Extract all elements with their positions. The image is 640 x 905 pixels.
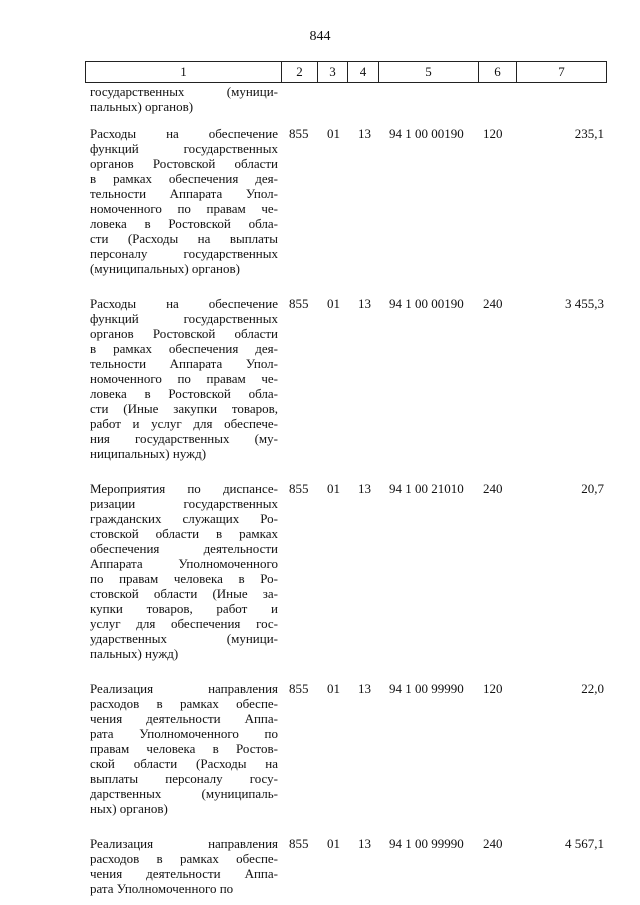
amount-value: 20,7 <box>581 481 604 496</box>
column-header-2: 2 <box>282 62 318 83</box>
expense-type-code: 240 <box>483 481 503 496</box>
description-line: пальных) органов) <box>90 99 194 114</box>
description-line: сти (Иные закупки товаров, <box>90 401 278 416</box>
subsection-code: 13 <box>358 481 371 496</box>
section-code: 01 <box>327 681 340 696</box>
description-line: Расходы на обеспечение <box>90 126 278 141</box>
column-header-6: 6 <box>479 62 517 83</box>
description-line: расходов в рамках обеспе- <box>90 696 278 711</box>
description-line: Расходы на обеспечение <box>90 296 278 311</box>
description-line: пальных) нужд) <box>90 646 179 661</box>
description-line: государственных (муници- <box>90 84 278 99</box>
grbs-code: 855 <box>289 836 309 851</box>
description-line: ловека в Ростовской обла- <box>90 216 278 231</box>
description-line: органов Ростовской области <box>90 156 278 171</box>
section-code: 01 <box>327 836 340 851</box>
column-header-row <box>86 62 607 83</box>
amount-value: 235,1 <box>574 126 604 141</box>
row-description <box>90 481 278 661</box>
description-line: ской области (Расходы на <box>90 756 278 771</box>
subsection-code: 13 <box>358 296 371 311</box>
description-line: расходов в рамках обеспе- <box>90 851 278 866</box>
description-line: функций государственных <box>90 141 278 156</box>
subsection-code: 13 <box>358 126 371 141</box>
description-line: (муниципальных) органов) <box>90 261 240 276</box>
row-description <box>90 126 278 276</box>
description-line: рата Уполномоченного по <box>90 881 234 896</box>
description-line: ловека в Ростовской обла- <box>90 386 278 401</box>
description-line: номоченного по правам че- <box>90 371 278 386</box>
section-code: 01 <box>327 481 340 496</box>
description-line: правам человека в Ростов- <box>90 741 278 756</box>
subsection-code: 13 <box>358 681 371 696</box>
description-line: в рамках обеспечения дея- <box>90 341 278 356</box>
grbs-code: 855 <box>289 681 309 696</box>
description-line: Реализация направления <box>90 836 278 851</box>
target-article-code: 94 1 00 00190 <box>389 296 464 311</box>
target-article-code: 94 1 00 99990 <box>389 836 464 851</box>
column-header-4: 4 <box>348 62 379 83</box>
description-line: выплаты персоналу госу- <box>90 771 278 786</box>
description-line: ных) органов) <box>90 801 168 816</box>
description-line: органов Ростовской области <box>90 326 278 341</box>
description-line: ударственных (муници- <box>90 631 278 646</box>
subsection-code: 13 <box>358 836 371 851</box>
amount-value: 22,0 <box>581 681 604 696</box>
expense-type-code: 240 <box>483 836 503 851</box>
description-line: по правам человека в Ро- <box>90 571 278 586</box>
description-line: Мероприятия по диспансе- <box>90 481 278 496</box>
description-line: ниципальных) нужд) <box>90 446 207 461</box>
column-header-7: 7 <box>517 62 607 83</box>
description-line: ризации государственных <box>90 496 278 511</box>
description-line: чения деятельности Аппа- <box>90 866 278 881</box>
description-line: номоченного по правам че- <box>90 201 278 216</box>
description-line: сти (Расходы на выплаты <box>90 231 278 246</box>
description-line: обеспечения деятельности <box>90 541 278 556</box>
description-line: тельности Аппарата Упол- <box>90 356 278 371</box>
section-code: 01 <box>327 126 340 141</box>
description-line: чения деятельности Аппа- <box>90 711 278 726</box>
expense-type-code: 120 <box>483 126 503 141</box>
row-description <box>90 681 278 816</box>
grbs-code: 855 <box>289 481 309 496</box>
description-line: ния государственных (му- <box>90 431 278 446</box>
column-header-3: 3 <box>318 62 348 83</box>
page-number: 844 <box>309 29 331 44</box>
description-line: работ и услуг для обеспече- <box>90 416 278 431</box>
grbs-code: 855 <box>289 296 309 311</box>
amount-value: 4 567,1 <box>565 836 604 851</box>
description-line: стовской области в рамках <box>90 526 278 541</box>
column-header-5: 5 <box>379 62 479 83</box>
target-article-code: 94 1 00 99990 <box>389 681 464 696</box>
target-article-code: 94 1 00 21010 <box>389 481 464 496</box>
section-code: 01 <box>327 296 340 311</box>
description-line: рата Уполномоченного по <box>90 726 278 741</box>
description-line: персоналу государственных <box>90 246 278 261</box>
description-line: стовской области (Иные за- <box>90 586 278 601</box>
description-line: функций государственных <box>90 311 278 326</box>
description-line: Аппарата Уполномоченного <box>90 556 278 571</box>
description-line: Реализация направления <box>90 681 278 696</box>
target-article-code: 94 1 00 00190 <box>389 126 464 141</box>
amount-value: 3 455,3 <box>565 296 604 311</box>
grbs-code: 855 <box>289 126 309 141</box>
description-line: купки товаров, работ и <box>90 601 278 616</box>
description-line: дарственных (муниципаль- <box>90 786 278 801</box>
description-line: тельности Аппарата Упол- <box>90 186 278 201</box>
continuation-description <box>90 84 278 114</box>
expense-type-code: 120 <box>483 681 503 696</box>
description-line: гражданских служащих Ро- <box>90 511 278 526</box>
column-header-table <box>85 61 607 83</box>
row-description <box>90 296 278 461</box>
description-line: в рамках обеспечения дея- <box>90 171 278 186</box>
description-line: услуг для обеспечения гос- <box>90 616 278 631</box>
expense-type-code: 240 <box>483 296 503 311</box>
column-header-1: 1 <box>86 62 282 83</box>
row-description <box>90 836 278 896</box>
